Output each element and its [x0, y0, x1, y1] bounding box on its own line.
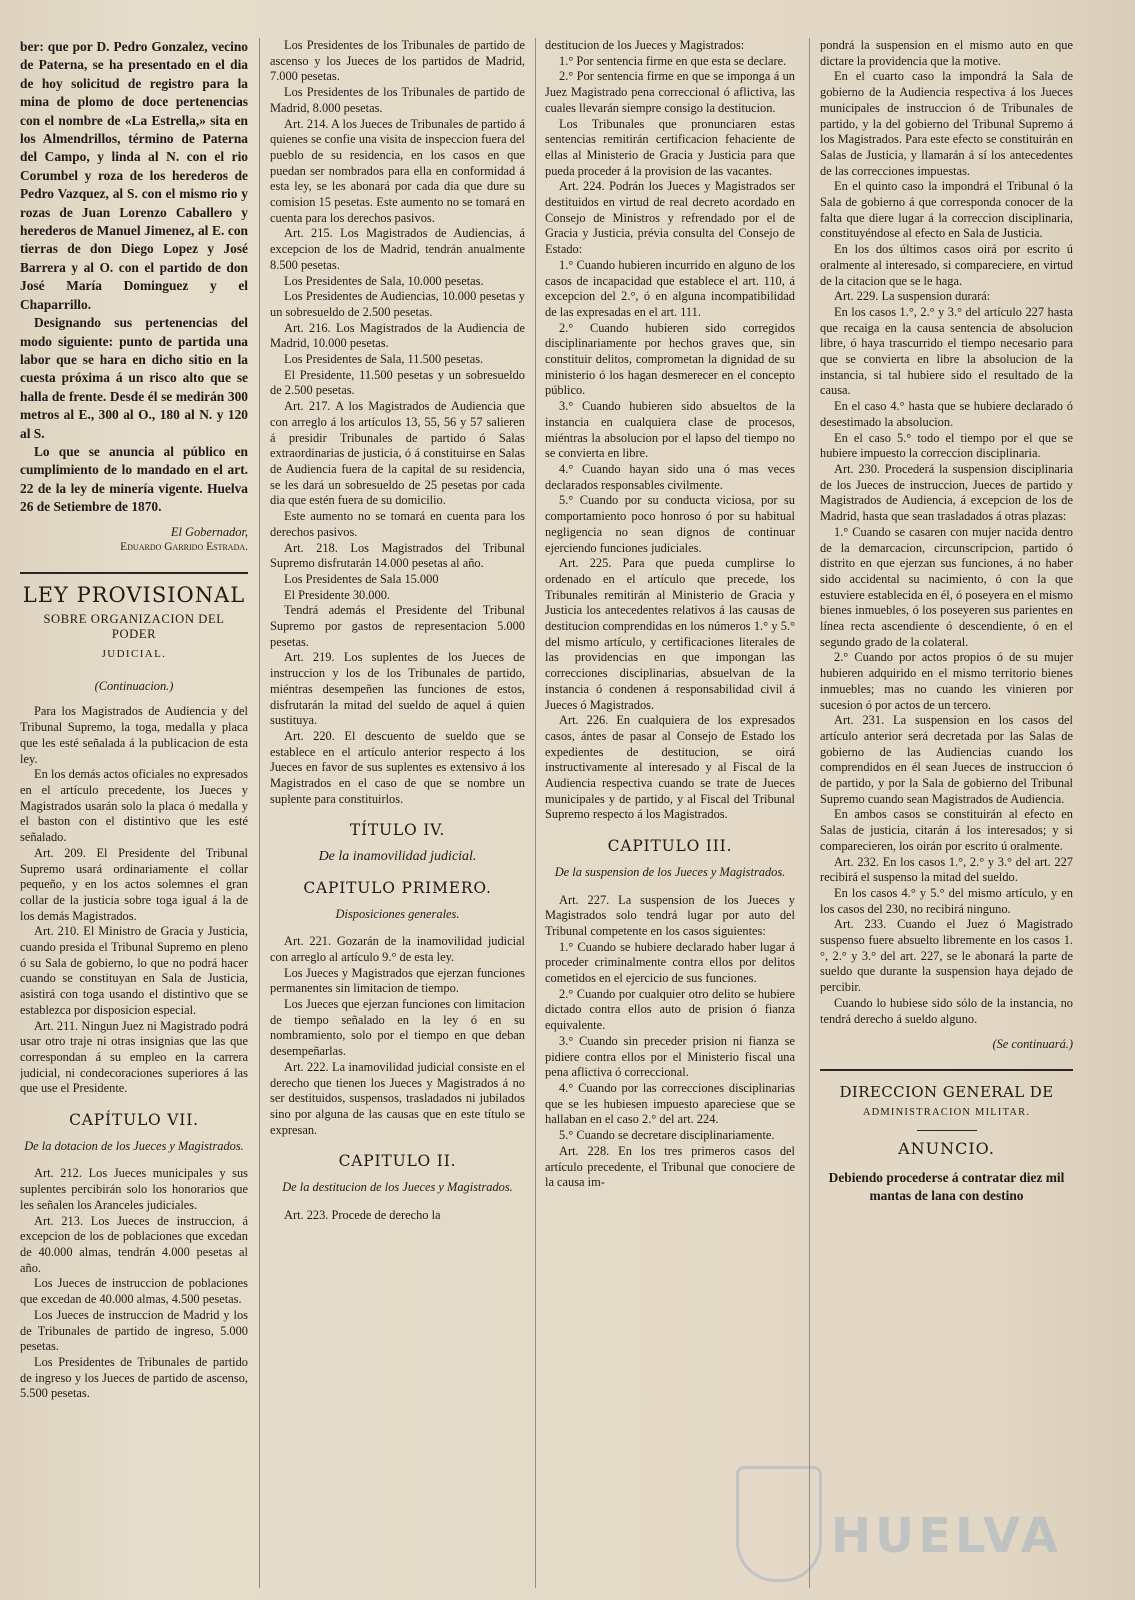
article-paragraph: pondrá la suspension en el mismo auto en que dictare la providencia que la motive.: [820, 38, 1073, 68]
article-paragraph: destitucion de los Jueces y Magistrados:: [545, 38, 745, 52]
column-divider: [535, 38, 536, 1588]
short-rule: [917, 1130, 977, 1131]
crest-icon: [736, 1466, 822, 1582]
article-paragraph: En el quinto caso la impondrá el Tribunal ó la Sala de gobierno á que corresponda conocer de la falta que diere lugar á la correccion disciplinaria, constituyéndose al efecto en Sala de Justicia.: [820, 179, 1073, 241]
article-paragraph: 1.° Cuando hubieren incurrido en alguno de los casos de incapacidad que establece el art. 110, á excepcion del 2.°, ó en alguna incompatibilidad de las expresadas en el art. 111.: [545, 257, 795, 319]
article-paragraph: Art. 230. Procederá la suspension disciplinaria de los Jueces de instruccion, Jueces de partido y Magistrados de Audiencia, á excepcion de los de Madrid, hasta que sean trasladados á otras plazas:: [820, 461, 1073, 524]
direction-title: DIRECCION GENERAL DE: [839, 1083, 1054, 1101]
article-paragraph: En los casos 1.°, 2.° y 3.° del artículo 227 hasta que recaiga en la causa sentencia de absolucion libre, ó haya trascurrido el tiempo necesario para que se convierta en libre la absolucion de la instancia, si tal hubiere sido el resultado de la causa.: [820, 304, 1073, 398]
article-paragraph: 2.° Por sentencia firme en que se imponga á un Juez Magistrado pena correccional ó aflictiva, las cuales llevarán siempre consigo la destitucion.: [545, 69, 795, 115]
section-rule: [820, 1069, 1073, 1071]
law-subtitle: SOBRE ORGANIZACION DEL PODER: [43, 611, 225, 642]
article-paragraph: Art. 223. Procede de derecho la: [284, 1207, 441, 1222]
article-paragraph: 3.° Cuando hubieren sido absueltos de la instancia en cualquiera clase de procesos, miéntras la absolucion por el lapso del tiempo no se convierta en libre.: [545, 399, 795, 461]
article-paragraph: 1.° Cuando se casaren con mujer nacida dentro de la demarcacion, circunscripcion, partido ó distrito en que ejerzan sus funciones, á no haber sido accidental su nacimiento, ó con la que estuviere establecida en él, ó poseyera en el mismo bienes inmuebles, ó los poseyeren sus parientes en línea recta ascendiente ó descendiente, ó en el segundo grado de la colateral.: [820, 524, 1073, 649]
column-divider: [809, 38, 810, 1588]
chapter-subtitle: De la destitucion de los Jueces y Magistrados.: [282, 1180, 513, 1195]
article-paragraph: Art. 227. La suspension de los Jueces y Magistrados solo tendrá lugar por auto del Tribunal competente en los casos siguientes:: [545, 892, 795, 938]
column-1: [20, 38, 248, 1586]
article-paragraph: Art. 216. Los Magistrados de la Audiencia de Madrid, 10.000 pesetas.: [270, 320, 525, 351]
article-paragraph: Los Presidentes de Sala, 10.000 pesetas.: [284, 273, 484, 288]
article-paragraph: Art. 232. En los casos 1.°, 2.° y 3.° del art. 227 recibirá el suspenso la mitad del sueldo.: [820, 854, 1073, 885]
article-paragraph: 2.° Cuando por cualquier otro delito se hubiere dictado contra ellos auto de prision ó fianza equivalente.: [545, 986, 795, 1033]
article-paragraph: Los Presidentes de Audiencias, 10.000 pesetas y un sobresueldo de 2.500 pesetas.: [270, 289, 525, 319]
article-paragraph: Los Jueces y Magistrados que ejerzan funciones permanentes sin limitacion de tiempo.: [270, 965, 525, 996]
chapter-subtitle: De la dotacion de los Jueces y Magistrados.: [24, 1138, 244, 1153]
direction-subtitle: ADMINISTRACION MILITAR.: [862, 1106, 1031, 1118]
article-paragraph: Art. 211. Ningun Juez ni Magistrado podrá usar otro traje ni otras insignias que las que correspondan á su empleo en la carrera judicial, ni condecoraciones superiores á las que use el Presidente.: [20, 1018, 248, 1096]
signature-name: Eduardo Garrido Estrada.: [120, 541, 248, 554]
mining-notice-paragraph: ber: que por D. Pedro Gonzalez, vecino de Paterna, se ha presentado en el dia de hoy solicitud de registro para la mina de plomo de doce pertenencias con el nombre de «La Estrella,» sita en los Almendrillos, término de Paterna del Campo, y linda al N. con el rio Corumbel y roza de los herederos de Pedro Vazquez, al S. con el mismo rio y rozas de Juan Lorenzo Caballero y herederos de Manuel Jimenez, al E. con tierras de don Diego Lopez y José Barrera y al O. con el partido de don José María Dominguez y el Chaparrillo.: [20, 39, 248, 312]
article-paragraph: Art. 226. En cualquiera de los expresados casos, ántes de pasar al Consejo de Estado los expedientes de destitucion, se oirá instructivamente al interesado y al Fiscal de la Audiencia respectiva cuando se trate de Jueces municipales y de partido, y al Fiscal del Tribunal Supremo respecto á los Magistrados.: [545, 713, 795, 822]
column-4: [820, 38, 1073, 1586]
continuation-note: (Continuacion.): [94, 678, 174, 693]
article-paragraph: 1.° Por sentencia firme en que esta se declare.: [559, 53, 787, 68]
article-paragraph: Cuando lo hubiese sido sólo de la instancia, no tendrá derecho á sueldo alguno.: [820, 995, 1073, 1026]
article-paragraph: Art. 217. A los Magistrados de Audiencia que con arreglo á los artículos 13, 55, 56 y 57 salieren á presidir Tribunales de partido ó Salas extraordinarias de justicia, ó á constituirse en Salas de Audiencia fuera de la capital de su residencia, se les dará un sobresueldo de 25 pesetas por cada dia que estén fuera de su domicilio.: [270, 399, 525, 508]
article-paragraph: El Presidente 30.000.: [284, 587, 390, 602]
article-paragraph: En los casos 4.° y 5.° del mismo artículo, y en los casos del 230, no recibirá ninguno.: [820, 885, 1073, 916]
article-paragraph: 3.° Cuando sin preceder prision ni fianza se pidiere contra ellos por el Ministerio fiscal una pena aflictiva ó correccional.: [545, 1033, 795, 1080]
chapter-subtitle: Disposiciones generales.: [335, 906, 460, 921]
column-3: [545, 38, 795, 1586]
article-paragraph: Para los Magistrados de Audiencia y del Tribunal Supremo, la toga, medalla y placa que les esté señalada á la publicacion de esta ley.: [20, 704, 248, 766]
watermark-text: HUELVA: [831, 1508, 1062, 1564]
article-paragraph: En el caso 4.° hasta que se hubiere declarado ó desestimado la absolucion.: [820, 399, 1073, 429]
article-paragraph: Art. 228. En los tres primeros casos del artículo precedente, el Tribunal que conociere de la causa im-: [545, 1143, 795, 1190]
chapter-title: CAPITULO II.: [338, 1152, 457, 1171]
mining-notice-paragraph: Designando sus pertenencias del modo siguiente: punto de partida una labor que se hara en dicho sitio en la cuesta próxima á un risco alto que se halla de frente. Desde él se medirán 300 metros al E., 300 al O., 180 al N. y 120 al S.: [20, 315, 248, 441]
article-paragraph: 4.° Cuando hayan sido una ó mas veces declarados responsables civilmente.: [545, 461, 795, 492]
chapter-title: CAPITULO III.: [607, 837, 733, 856]
article-paragraph: En ambos casos se constituirán al efecto en Salas de justicia, citarán á los interesados; y si comparecieren, los oirán por escrito ú oralmente.: [820, 807, 1073, 853]
article-paragraph: 5.° Cuando se decretare disciplinariamente.: [559, 1128, 775, 1143]
article-paragraph: Los Presidentes de Sala 15.000: [284, 571, 439, 586]
article-paragraph: Los Jueces de instruccion de poblaciones que excedan de 40.000 almas, 4.500 pesetas.: [20, 1276, 248, 1307]
article-paragraph: 5.° Cuando por su conducta viciosa, por su comportamiento poco honroso ó por su habitual negligencia no sean dignos de continuar ejerciendo funciones judiciales.: [545, 493, 795, 555]
article-paragraph: Art. 221. Gozarán de la inamovilidad judicial con arreglo al artículo 9.° de esta ley.: [270, 934, 525, 964]
library-watermark: [736, 1458, 1062, 1588]
column-divider: [259, 38, 260, 1588]
article-paragraph: Art. 229. La suspension durará:: [834, 289, 991, 304]
article-paragraph: Art. 222. La inamovilidad judicial consiste en el derecho que tienen los Jueces y Magistrados á no ser destituidos, suspensos, trasladados ni jubilados sino por alguna de las causas que en este título se expresan.: [270, 1059, 525, 1137]
article-paragraph: Los Presidentes de los Tribunales de partido de Madrid, 8.000 pesetas.: [270, 85, 525, 115]
article-paragraph: Los Jueces que ejerzan funciones con limitacion de tiempo señalado en la ley ó en su nombramiento, solo por el tiempo en que deban desempeñarlas.: [270, 997, 525, 1059]
article-paragraph: Art. 225. Para que pueda cumplirse lo ordenado en el artículo que precede, los Tribunales remitirán al Ministerio de Gracia y Justicia los antecedentes relativos á las causas de destitucion comprendidas en los números 1.° y 5.° del mismo artículo, y certificaciones literales de las providencias en que impongan las correcciones disciplinarias, absuelvan de la instancia ó condenen á responsabilidad civil á Jueces ó Magistrados.: [545, 556, 795, 712]
article-paragraph: Art. 212. Los Jueces municipales y sus suplentes percibirán solo los honorarios que les señalen los Aranceles judiciales.: [20, 1166, 248, 1212]
mining-notice-paragraph: Lo que se anuncia al público en cumplimiento de lo mandado en el art. 22 de la ley de minería vigente. Huelva 26 de Setiembre de 1870.: [20, 443, 248, 515]
article-paragraph: Los Presidentes de los Tribunales de partido de ascenso y los Jueces de los partidos de Madrid, 7.000 pesetas.: [270, 38, 525, 84]
chapter-subtitle: De la suspension de los Jueces y Magistrados.: [554, 864, 786, 879]
section-rule: [20, 572, 248, 574]
chapter-title: CAPÍTULO VII.: [69, 1111, 199, 1130]
article-paragraph: Tendrá además el Presidente del Tribunal Supremo por gastos de representacion 5.000 pesetas.: [270, 603, 525, 649]
article-paragraph: Los Presidentes de Sala, 11.500 pesetas.: [284, 352, 484, 367]
article-paragraph: Art. 209. El Presidente del Tribunal Supremo usará ordinariamente el collar pequeño, y en los actos solemnes el gran collar de la justicia sobre toga igual á la de los demás Magistrados.: [20, 845, 248, 923]
article-paragraph: En los dos últimos casos oirá por escrito ú oralmente al interesado, si compareciere, en virtud de la citacion que se le haga.: [820, 242, 1073, 288]
article-paragraph: 4.° Cuando por las correcciones disciplinarias que se les hubiesen impuesto apareciese que se hallaban en el caso 2.° del art. 224.: [545, 1081, 795, 1127]
law-subtitle-2: JUDICIAL.: [101, 648, 167, 661]
continuation-note: (Se continuará.): [992, 1037, 1073, 1052]
article-paragraph: En el caso 5.° todo el tiempo por el que se hubiere impuesto la correccion disciplinaria.: [820, 430, 1073, 461]
announcement-text: Debiendo procederse á contratar diez mil mantas de lana con destino: [828, 1170, 1065, 1204]
article-paragraph: En el cuarto caso la impondrá la Sala de gobierno de la Audiencia respectiva á los Jueces municipales de instruccion ó de Tribunales de partido, y la del gobierno del Tribunal Supremo á los Magistrados. Para este efecto se constituirán en Salas de Justicia, y llamarán á sí los antecedentes de las correcciones impuestas.: [820, 69, 1073, 178]
article-paragraph: 2.° Cuando hubieren sido corregidos disciplinariamente por hechos graves que, sin constituir delitos, comprometan la dignidad de su ministerio ó los hagan desmerecer en el concepto público.: [545, 320, 795, 398]
article-paragraph: Art. 214. A los Jueces de Tribunales de partido á quienes se confie una visita de inspeccion fuera del pueblo de su residencia, en los casos en que puedan ser nombrados para ella en conformidad á esta ley, se les abonará por cada dia que dure su comision 15 pesetas. Este aumento no se tomará en cuenta para los derechos pasivos.: [270, 116, 525, 225]
signature-title: El Gobernador,: [170, 524, 248, 539]
column-2: [270, 38, 525, 1586]
law-title: LEY PROVISIONAL: [22, 582, 246, 607]
article-paragraph: Art. 233. Cuando el Juez ó Magistrado suspenso fuere absuelto libremente en los casos 1.°, 2.° y 3.° del art. 227, se le abonará la parte de sueldo que durante la suspension haya dejado de percibir.: [820, 917, 1073, 995]
article-paragraph: Art. 213. Los Jueces de instruccion, á excepcion de los de poblaciones que excedan de 40.000 almas, tendrán 4.000 pesetas al año.: [20, 1213, 248, 1275]
article-paragraph: Art. 231. La suspension en los casos del artículo anterior será decretada por las Salas de gobierno de las Audiencias cuando los comprendidos en él sean Jueces de instruccion ó de partido, y por la Sala de gobierno del Tribunal Supremo cuando sean Magistrados de Audiencia.: [820, 713, 1073, 806]
announcement-heading: ANUNCIO.: [898, 1139, 995, 1159]
article-paragraph: En los demás actos oficiales no expresados en el artículo precedente, los Jueces y Magistrados usarán solo la placa ó medalla y el baston con el distintivo que les esté señalado.: [20, 767, 248, 845]
article-paragraph: 1.° Cuando se hubiere declarado haber lugar á proceder criminalmente contra ellos por delitos cometidos en el ejercicio de sus funciones.: [545, 939, 795, 986]
title-heading: TÍTULO IV.: [349, 821, 446, 840]
article-paragraph: Este aumento no se tomará en cuenta para los derechos pasivos.: [270, 509, 525, 539]
article-paragraph: El Presidente, 11.500 pesetas y un sobresueldo de 2.500 pesetas.: [270, 367, 525, 398]
article-paragraph: Los Tribunales que pronunciaren estas sentencias remitirán certificacion fehaciente de ellas al Ministerio de Gracia y Justicia para que pueda proceder á la provision de las vacantes.: [545, 116, 795, 178]
article-paragraph: Art. 218. Los Magistrados del Tribunal Supremo disfrutarán 14.000 pesetas al año.: [270, 540, 525, 571]
article-paragraph: Art. 215. Los Magistrados de Audiencias, á excepcion de los de Madrid, tendrán anualmente 8.500 pesetas.: [270, 226, 525, 272]
title-subheading: De la inamovilidad judicial.: [318, 849, 477, 865]
chapter-title: CAPITULO PRIMERO.: [303, 878, 492, 897]
article-paragraph: Art. 210. El Ministro de Gracia y Justicia, cuando presida el Tribunal Supremo en pleno ó su Sala de gobierno, lo que no podrá hacer cuando se constituyan en Sala de Justicia, asistirá con toga usando el distintivo que se establezca por disposicion especial.: [20, 924, 248, 1017]
article-paragraph: Art. 219. Los suplentes de los Jueces de instruccion y los de los Tribunales de partido, miéntras desempeñen las funciones de estos, disfrutarán la mitad del sueldo de aquel á quien sustituya.: [270, 650, 525, 728]
article-paragraph: Art. 224. Podrán los Jueces y Magistrados ser destituidos en virtud de real decreto acordado en Consejo de Ministros y refrendado por el de Gracia y Justicia, prévia consulta del Consejo de Estado:: [545, 179, 795, 257]
article-paragraph: Art. 220. El descuento de sueldo que se establece en el artículo anterior respecto á los Jueces en favor de sus suplentes es extensivo á los Magistrados en el caso de que se nombre un suplente para constituirlos.: [270, 728, 525, 806]
article-paragraph: Los Jueces de instruccion de Madrid y los de Tribunales de partido de ingreso, 5.000 pesetas.: [20, 1307, 248, 1354]
article-paragraph: Los Presidentes de Tribunales de partido de ingreso y los Jueces de partido de ascenso, 5.500 pesetas.: [20, 1354, 248, 1401]
article-paragraph: 2.° Cuando por actos propios ó de su mujer hubieren adquirido en el mismo territorio bienes inmuebles; mas no cuando les vinieren por sucesion ó por actos de un tercero.: [820, 650, 1073, 712]
